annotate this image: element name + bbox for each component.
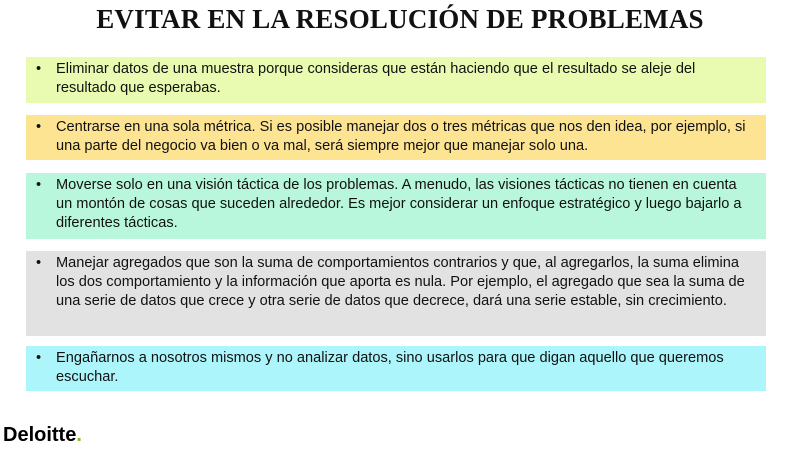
tip-text: Eliminar datos de una muestra porque consideras que están haciendo que el resultado se aleje del resultado que esperabas. (56, 61, 696, 97)
tip-text: Moverse solo en una visión táctica de los problemas. A menudo, las visiones tácticas no tienen en cuenta un montón de cosas que suceden alrededor. Es mejor considerar un enfoque estratégico y luego bajarlo a diferentes tácticas. (56, 177, 742, 232)
bullet-icon: • (36, 350, 42, 366)
bullet-icon: • (36, 119, 42, 135)
bullet-icon: • (36, 177, 42, 193)
deloitte-logo (3, 424, 82, 447)
tip-text: Centrarse en una sola métrica. Si es posible manejar dos o tres métricas que nos den idea, por ejemplo, si una parte del negocio va bien o va mal, será siempre mejor que manejar solo una. (56, 119, 746, 155)
tip-box-5 (26, 346, 766, 391)
tip-text: Engañarnos a nosotros mismos y no analizar datos, sino usarlos para que digan aquello que queremos escuchar. (56, 350, 724, 386)
tip-box-2 (26, 115, 766, 160)
bullet-icon: • (36, 61, 42, 77)
tip-box-1 (26, 57, 766, 103)
tip-box-4 (26, 251, 766, 336)
page-title: EVITAR EN LA RESOLUCIÓN DE PROBLEMAS (96, 4, 704, 34)
logo-dot: . (76, 424, 82, 446)
bullet-icon: • (36, 255, 42, 271)
logo-text: Deloitte (3, 424, 77, 446)
tip-text: Manejar agregados que son la suma de comportamientos contrarios y que, al agregarlos, la suma elimina los dos comportamiento y la información que aporta es nula. Por ejemplo, el agregado que sea la suma de una serie de datos que crece y otra serie de datos que decrece, dará una serie estable, sin crecimiento. (56, 255, 745, 310)
tip-box-3 (26, 173, 766, 239)
